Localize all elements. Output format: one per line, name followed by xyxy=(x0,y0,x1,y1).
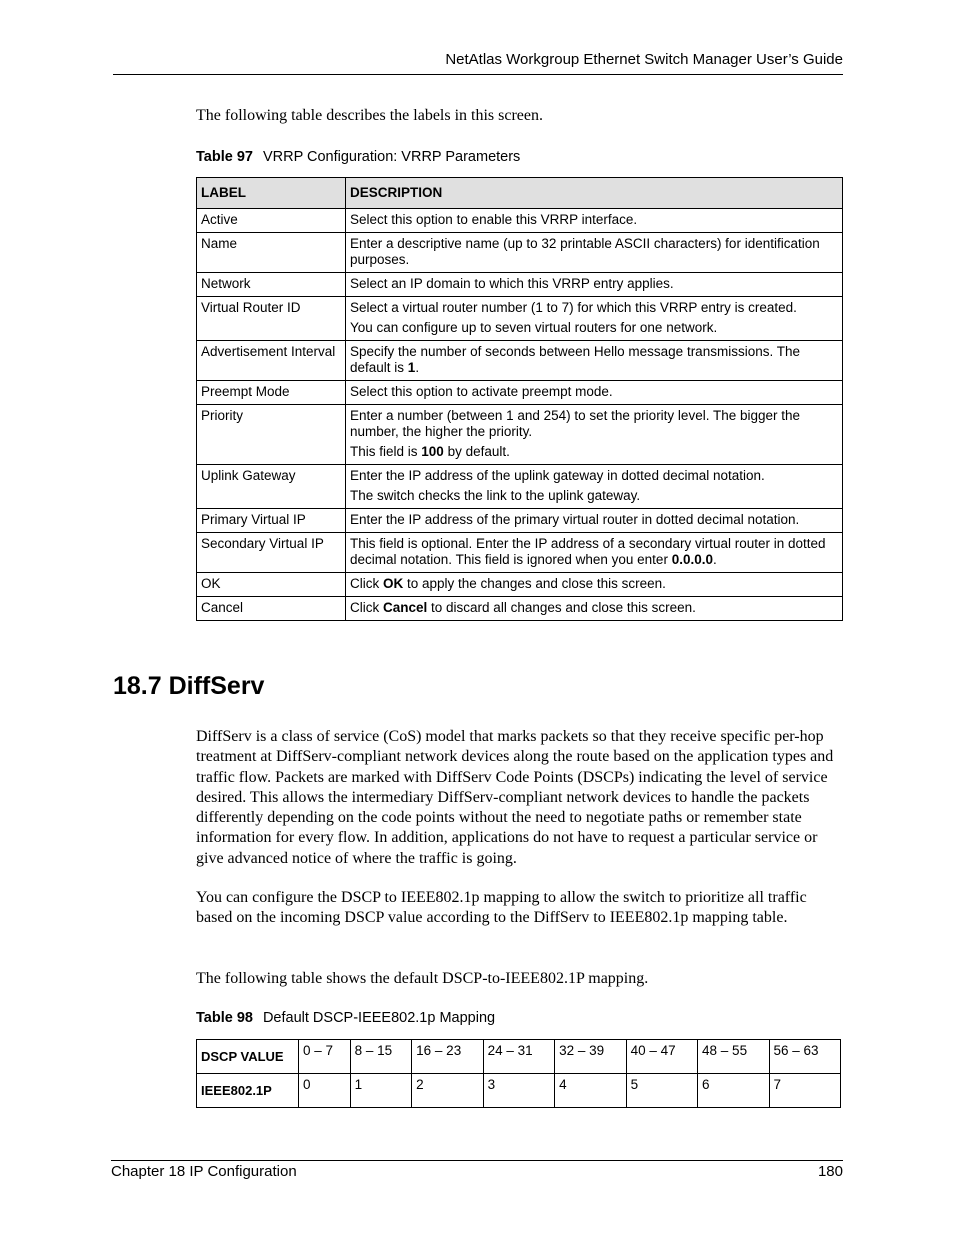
table-98-number: Table 98 xyxy=(196,1010,253,1026)
row-description xyxy=(346,597,843,621)
table-row xyxy=(197,573,843,597)
description-text: Select a virtual router number (1 to 7) for which this VRRP entry is created. xyxy=(350,300,797,315)
body-paragraph: You can configure the DSCP to IEEE802.1p mapping to allow the switch to prioritize all traffic based on the incoming DSCP value according to the DiffServ to IEEE802.1p mapping table. xyxy=(196,889,807,927)
table-row xyxy=(197,597,843,621)
table-cell: 6 xyxy=(698,1074,769,1108)
table-row xyxy=(197,341,843,381)
table-cell: 0 xyxy=(299,1074,351,1108)
description-text: Select this option to enable this VRRP interface. xyxy=(350,212,638,227)
row-description xyxy=(346,233,843,273)
column-header-label: LABEL xyxy=(197,178,346,209)
table-row xyxy=(197,509,843,533)
body-paragraph: DiffServ is a class of service (CoS) model that marks packets so that they receive specific per-hop treatment at DiffServ-compliant network devices along the route based on the application types and traffic flow. Packets are marked with DiffServ Code Points (DSCPs) indicating the level of service desired. This allows the intermediary DiffServ-compliant network devices to handle the packets differently depending on the code points without the need to negotiate paths or remember state information for every flow. In addition, applications do not have to request a particular service or give advanced notice of where the traffic is going. xyxy=(196,728,834,867)
description-bold-value: OK xyxy=(383,576,404,591)
ieee8021p-row xyxy=(197,1074,841,1108)
row-label: Advertisement Interval xyxy=(197,341,346,381)
row-label: Name xyxy=(197,233,346,273)
table-98-caption xyxy=(196,1010,495,1026)
table-row xyxy=(197,233,843,273)
description-text: The switch checks the link to the uplink gateway. xyxy=(350,488,641,503)
description-text xyxy=(350,576,838,592)
table-cell: 1 xyxy=(350,1074,412,1108)
row-description xyxy=(346,533,843,573)
table-97-number: Table 97 xyxy=(196,149,253,165)
dscp-mapping-table xyxy=(196,1039,841,1108)
row-description xyxy=(346,209,843,233)
description-text-part: to discard all changes and close this screen. xyxy=(427,600,696,615)
description-text: Select this option to activate preempt mode. xyxy=(350,384,613,399)
description-text-part: by default. xyxy=(443,444,510,459)
table-header-row xyxy=(197,178,843,209)
table-cell: 4 xyxy=(555,1074,626,1108)
row-label: Uplink Gateway xyxy=(197,465,346,509)
table-98-title: Default DSCP-IEEE802.1p Mapping xyxy=(262,1010,496,1026)
table-row xyxy=(197,273,843,297)
document-title: NetAtlas Workgroup Ethernet Switch Manager User’s Guide xyxy=(445,51,843,68)
table-cell: 48 – 55 xyxy=(698,1040,769,1074)
table-cell: 56 – 63 xyxy=(769,1040,841,1074)
table-cell: 0 – 7 xyxy=(299,1040,351,1074)
description-text xyxy=(350,600,838,616)
description-text-part: . xyxy=(712,552,717,567)
description-text: Enter the IP address of the uplink gateway in dotted decimal notation. xyxy=(350,468,765,483)
page-header xyxy=(113,50,843,75)
description-text xyxy=(350,536,838,568)
section-heading: 18.7 DiffServ xyxy=(113,672,265,700)
table-row xyxy=(197,465,843,509)
description-text-part: Specify the number of seconds between Hello message transmissions. The default is xyxy=(350,344,800,375)
description-bold-value: 1 xyxy=(407,360,416,375)
description-text: Enter a number (between 1 and 254) to set the priority level. The bigger the number, the higher the priority. xyxy=(350,408,801,439)
page-number: 180 xyxy=(817,1163,843,1180)
description-bold-value: 0.0.0.0 xyxy=(671,552,713,567)
description-text-part: Click xyxy=(350,600,383,615)
description-text: Enter the IP address of the primary virtual router in dotted decimal notation. xyxy=(350,512,800,527)
row-label: Virtual Router ID xyxy=(197,297,346,341)
row-label: Cancel xyxy=(197,597,346,621)
description-bold-value: Cancel xyxy=(383,600,428,615)
row-label: Primary Virtual IP xyxy=(197,509,346,533)
table-cell: 24 – 31 xyxy=(483,1040,554,1074)
table-row xyxy=(197,381,843,405)
table-cell: 16 – 23 xyxy=(412,1040,483,1074)
row-header-ieee8021p: IEEE802.1P xyxy=(197,1074,299,1108)
description-text xyxy=(350,344,838,376)
description-text-part: to apply the changes and close this screen. xyxy=(403,576,666,591)
table-97-title: VRRP Configuration: VRRP Parameters xyxy=(262,149,521,165)
row-description xyxy=(346,341,843,381)
table-cell: 32 – 39 xyxy=(555,1040,626,1074)
description-text-part: This field is optional. Enter the IP address of a secondary virtual router in dotted decimal notation. This field is ignored when you enter xyxy=(350,536,826,567)
table-cell: 3 xyxy=(483,1074,554,1108)
table-cell: 7 xyxy=(769,1074,841,1108)
chapter-title: Chapter 18 IP Configuration xyxy=(111,1163,297,1180)
table-cell: 5 xyxy=(626,1074,697,1108)
row-description xyxy=(346,573,843,597)
table-cell: 2 xyxy=(412,1074,483,1108)
row-label: Network xyxy=(197,273,346,297)
vrrp-parameters-table xyxy=(196,177,843,621)
table-cell: 40 – 47 xyxy=(626,1040,697,1074)
description-text: Enter a descriptive name (up to 32 printable ASCII characters) for identification purposes. xyxy=(350,236,820,267)
description-text xyxy=(350,444,838,460)
table-row xyxy=(197,209,843,233)
table-cell: 8 – 15 xyxy=(350,1040,412,1074)
row-description xyxy=(346,381,843,405)
description-text-part: This field is xyxy=(350,444,422,459)
row-description xyxy=(346,465,843,509)
table-row xyxy=(197,297,843,341)
intro-text: The following table describes the labels in this screen. xyxy=(196,107,544,124)
table-row xyxy=(197,533,843,573)
row-description xyxy=(346,273,843,297)
row-label: Active xyxy=(197,209,346,233)
body-paragraph: The following table shows the default DSCP-to-IEEE802.1P mapping. xyxy=(196,970,649,987)
description-bold-value: 100 xyxy=(421,444,444,459)
row-description xyxy=(346,405,843,465)
row-label: OK xyxy=(197,573,346,597)
table-row xyxy=(197,405,843,465)
table-97-caption xyxy=(196,149,520,165)
description-text-part: Click xyxy=(350,576,383,591)
description-text: You can configure up to seven virtual routers for one network. xyxy=(350,320,718,335)
row-label: Priority xyxy=(197,405,346,465)
description-text: Select an IP domain to which this VRRP entry applies. xyxy=(350,276,674,291)
row-label: Preempt Mode xyxy=(197,381,346,405)
column-header-description: DESCRIPTION xyxy=(346,178,843,209)
row-description xyxy=(346,297,843,341)
row-header-dscp-value: DSCP VALUE xyxy=(197,1040,299,1074)
row-description xyxy=(346,509,843,533)
dscp-value-row xyxy=(197,1040,841,1074)
page-footer xyxy=(111,1160,843,1180)
row-label: Secondary Virtual IP xyxy=(197,533,346,573)
description-text-part: . xyxy=(415,360,420,375)
